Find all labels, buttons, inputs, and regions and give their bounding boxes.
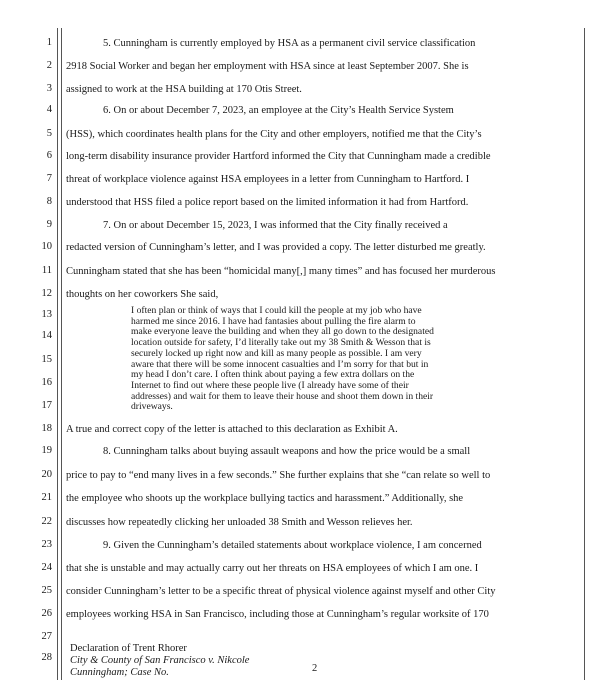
line-number: 28: [41, 652, 52, 663]
footer-caption-2: Cunningham; Case No.: [70, 667, 169, 678]
line-number: 21: [41, 492, 52, 503]
line-number: 4: [46, 104, 52, 115]
body-line: consider Cunningham’s letter to be a specific threat of physical violence against myself and other City: [66, 586, 496, 597]
line-number: 14: [41, 330, 52, 341]
quote-line: harmed me since 2016. I have had fantasies about pulling the fire alarm to: [131, 316, 416, 327]
line-number: 26: [41, 608, 52, 619]
body-line: threat of workplace violence against HSA employees in a letter from Cunningham to Hartford. I: [66, 174, 470, 185]
line-number: 2: [46, 60, 52, 71]
quote-line: make everyone leave the building and when they all go down to the designated: [131, 327, 434, 338]
left-margin-rule: [57, 28, 58, 680]
line-number: 24: [41, 562, 52, 573]
line-number: 10: [41, 241, 52, 252]
left-margin-rule-inner: [61, 28, 62, 680]
body-line: 9. Given the Cunningham’s detailed statements about workplace violence, I am concerned: [103, 540, 482, 551]
body-line: that she is unstable and may actually carry out her threats on HSA employees of which I am one. I: [66, 563, 479, 574]
quote-line: location outside for safety, I’d literally take out my 38 Smith & Wesson that is: [131, 338, 431, 349]
line-number: 8: [46, 196, 52, 207]
body-line: 6. On or about December 7, 2023, an employee at the City’s Health Service System: [103, 105, 454, 116]
body-line: A true and correct copy of the letter is attached to this declaration as Exhibit A.: [66, 424, 398, 435]
line-number: 15: [41, 354, 52, 365]
footer-title: Declaration of Trent Rhorer: [70, 643, 187, 654]
body-line: 5. Cunningham is currently employed by HSA as a permanent civil service classification: [103, 38, 476, 49]
line-number: 13: [41, 309, 52, 320]
quote-line: aware that there will be some innocent casualties and I’m sorry for that but in: [131, 359, 429, 370]
body-line: employees working HSA in San Francisco, including those at Cunningham’s regular worksite of 170: [66, 609, 489, 620]
body-line: 8. Cunningham talks about buying assault weapons and how the price would be a small: [103, 446, 471, 457]
line-number: 7: [46, 173, 52, 184]
line-number: 11: [41, 265, 52, 276]
body-line: 7. On or about December 15, 2023, I was informed that the City finally received a: [103, 220, 448, 231]
quote-line: securely locked up right now and kill as many people as possible. I am very: [131, 348, 422, 359]
line-number: 5: [46, 128, 52, 139]
quote-line: driveways.: [131, 402, 173, 413]
body-line: price to pay to “end many lives in a few seconds.” She further explains that she “can relate so well to: [66, 470, 491, 481]
quote-line: Internet to find out where these people live (I already have some of their: [131, 380, 409, 391]
line-number: 19: [41, 445, 52, 456]
body-line: redacted version of Cunningham’s letter, and I was provided a copy. The letter disturbed me greatly.: [66, 242, 486, 253]
body-line: Cunningham stated that she has been “homicidal many[,] many times” and has focused her murderous: [66, 266, 496, 277]
quote-line: addresses) and wait for them to leave their house and shoot them down in their: [131, 391, 434, 402]
body-line: assigned to work at the HSA building at 170 Otis Street.: [66, 84, 302, 95]
line-number: 12: [41, 288, 52, 299]
line-number: 6: [46, 150, 52, 161]
body-line: discusses how repeatedly clicking her unloaded 38 Smith and Wesson relieves her.: [66, 517, 413, 528]
line-number: 18: [41, 423, 52, 434]
line-number: 1: [46, 37, 52, 48]
line-number: 9: [46, 219, 52, 230]
body-line: (HSS), which coordinates health plans for the City and other employers, notified me that the City’s: [66, 129, 482, 140]
quote-line: my head I don’t care. I often think about paying a few extra dollars on the: [131, 370, 415, 381]
body-line: thoughts on her coworkers She said,: [66, 289, 219, 300]
line-number: 27: [41, 631, 52, 642]
body-line: understood that HSS filed a police report based on the limited information it had from Hartford.: [66, 197, 469, 208]
page-number: 2: [312, 663, 318, 674]
right-margin-rule: [584, 28, 585, 680]
body-line: the employee who shoots up the workplace bullying tactics and harassment.” Additionally, she: [66, 493, 464, 504]
line-number: 22: [41, 516, 52, 527]
line-number: 20: [41, 469, 52, 480]
line-number: 17: [41, 400, 52, 411]
footer-caption: City & County of San Francisco v. Nikcole: [70, 655, 250, 666]
line-number: 25: [41, 585, 52, 596]
line-number: 23: [41, 539, 52, 550]
quote-line: I often plan or think of ways that I could kill the people at my job who have: [131, 306, 422, 316]
line-number: 3: [46, 83, 52, 94]
body-line: long-term disability insurance provider Hartford informed the City that Cunningham made a credible: [66, 151, 491, 162]
line-number: 16: [41, 377, 52, 388]
body-line: 2918 Social Worker and began her employment with HSA since at least September 2007. She is: [66, 61, 469, 72]
